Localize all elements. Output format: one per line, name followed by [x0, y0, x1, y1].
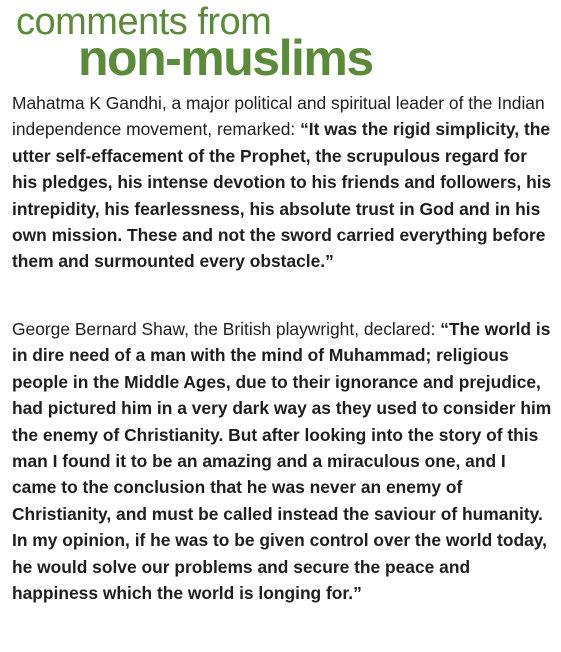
shaw-intro: George Bernard Shaw, the British playwright, declared: [12, 319, 441, 339]
gandhi-quote: “It was the rigid simplicity, the utter self-effacement of the Prophet, the scrupulous regard for his pledges, his intense devotion to his friends and followers, his intrepidity, his fearlessness, his absolute trust in God and in his own mission. These and not the sword carried everything before them and surmounted every obstacle.” [12, 119, 552, 272]
gandhi-paragraph [12, 90, 552, 275]
shaw-quote: “The world is in dire need of a man with the mind of Muhammad; religious people in the Middle Ages, due to their ignorance and prejudice, had pictured him in a very dark way as they used to consider him the enemy of Christianity. But after looking into the story of this man I found it to be an amazing and a miraculous one, and I came to the conclusion that he was never an enemy of Christianity, and must be called instead the saviour of humanity. In my opinion, if he was to be given control over the world today, he would solve our problems and secure the peace and happiness which the world is longing for.” [12, 319, 552, 604]
heading-line-non-muslims: non-muslims [78, 30, 373, 86]
heading-line-comments-from: comments from [16, 1, 272, 43]
shaw-paragraph [12, 316, 552, 606]
gandhi-intro: Mahatma K Gandhi, a major political and spiritual leader of the Indian independence movement, remarked: [12, 93, 545, 140]
